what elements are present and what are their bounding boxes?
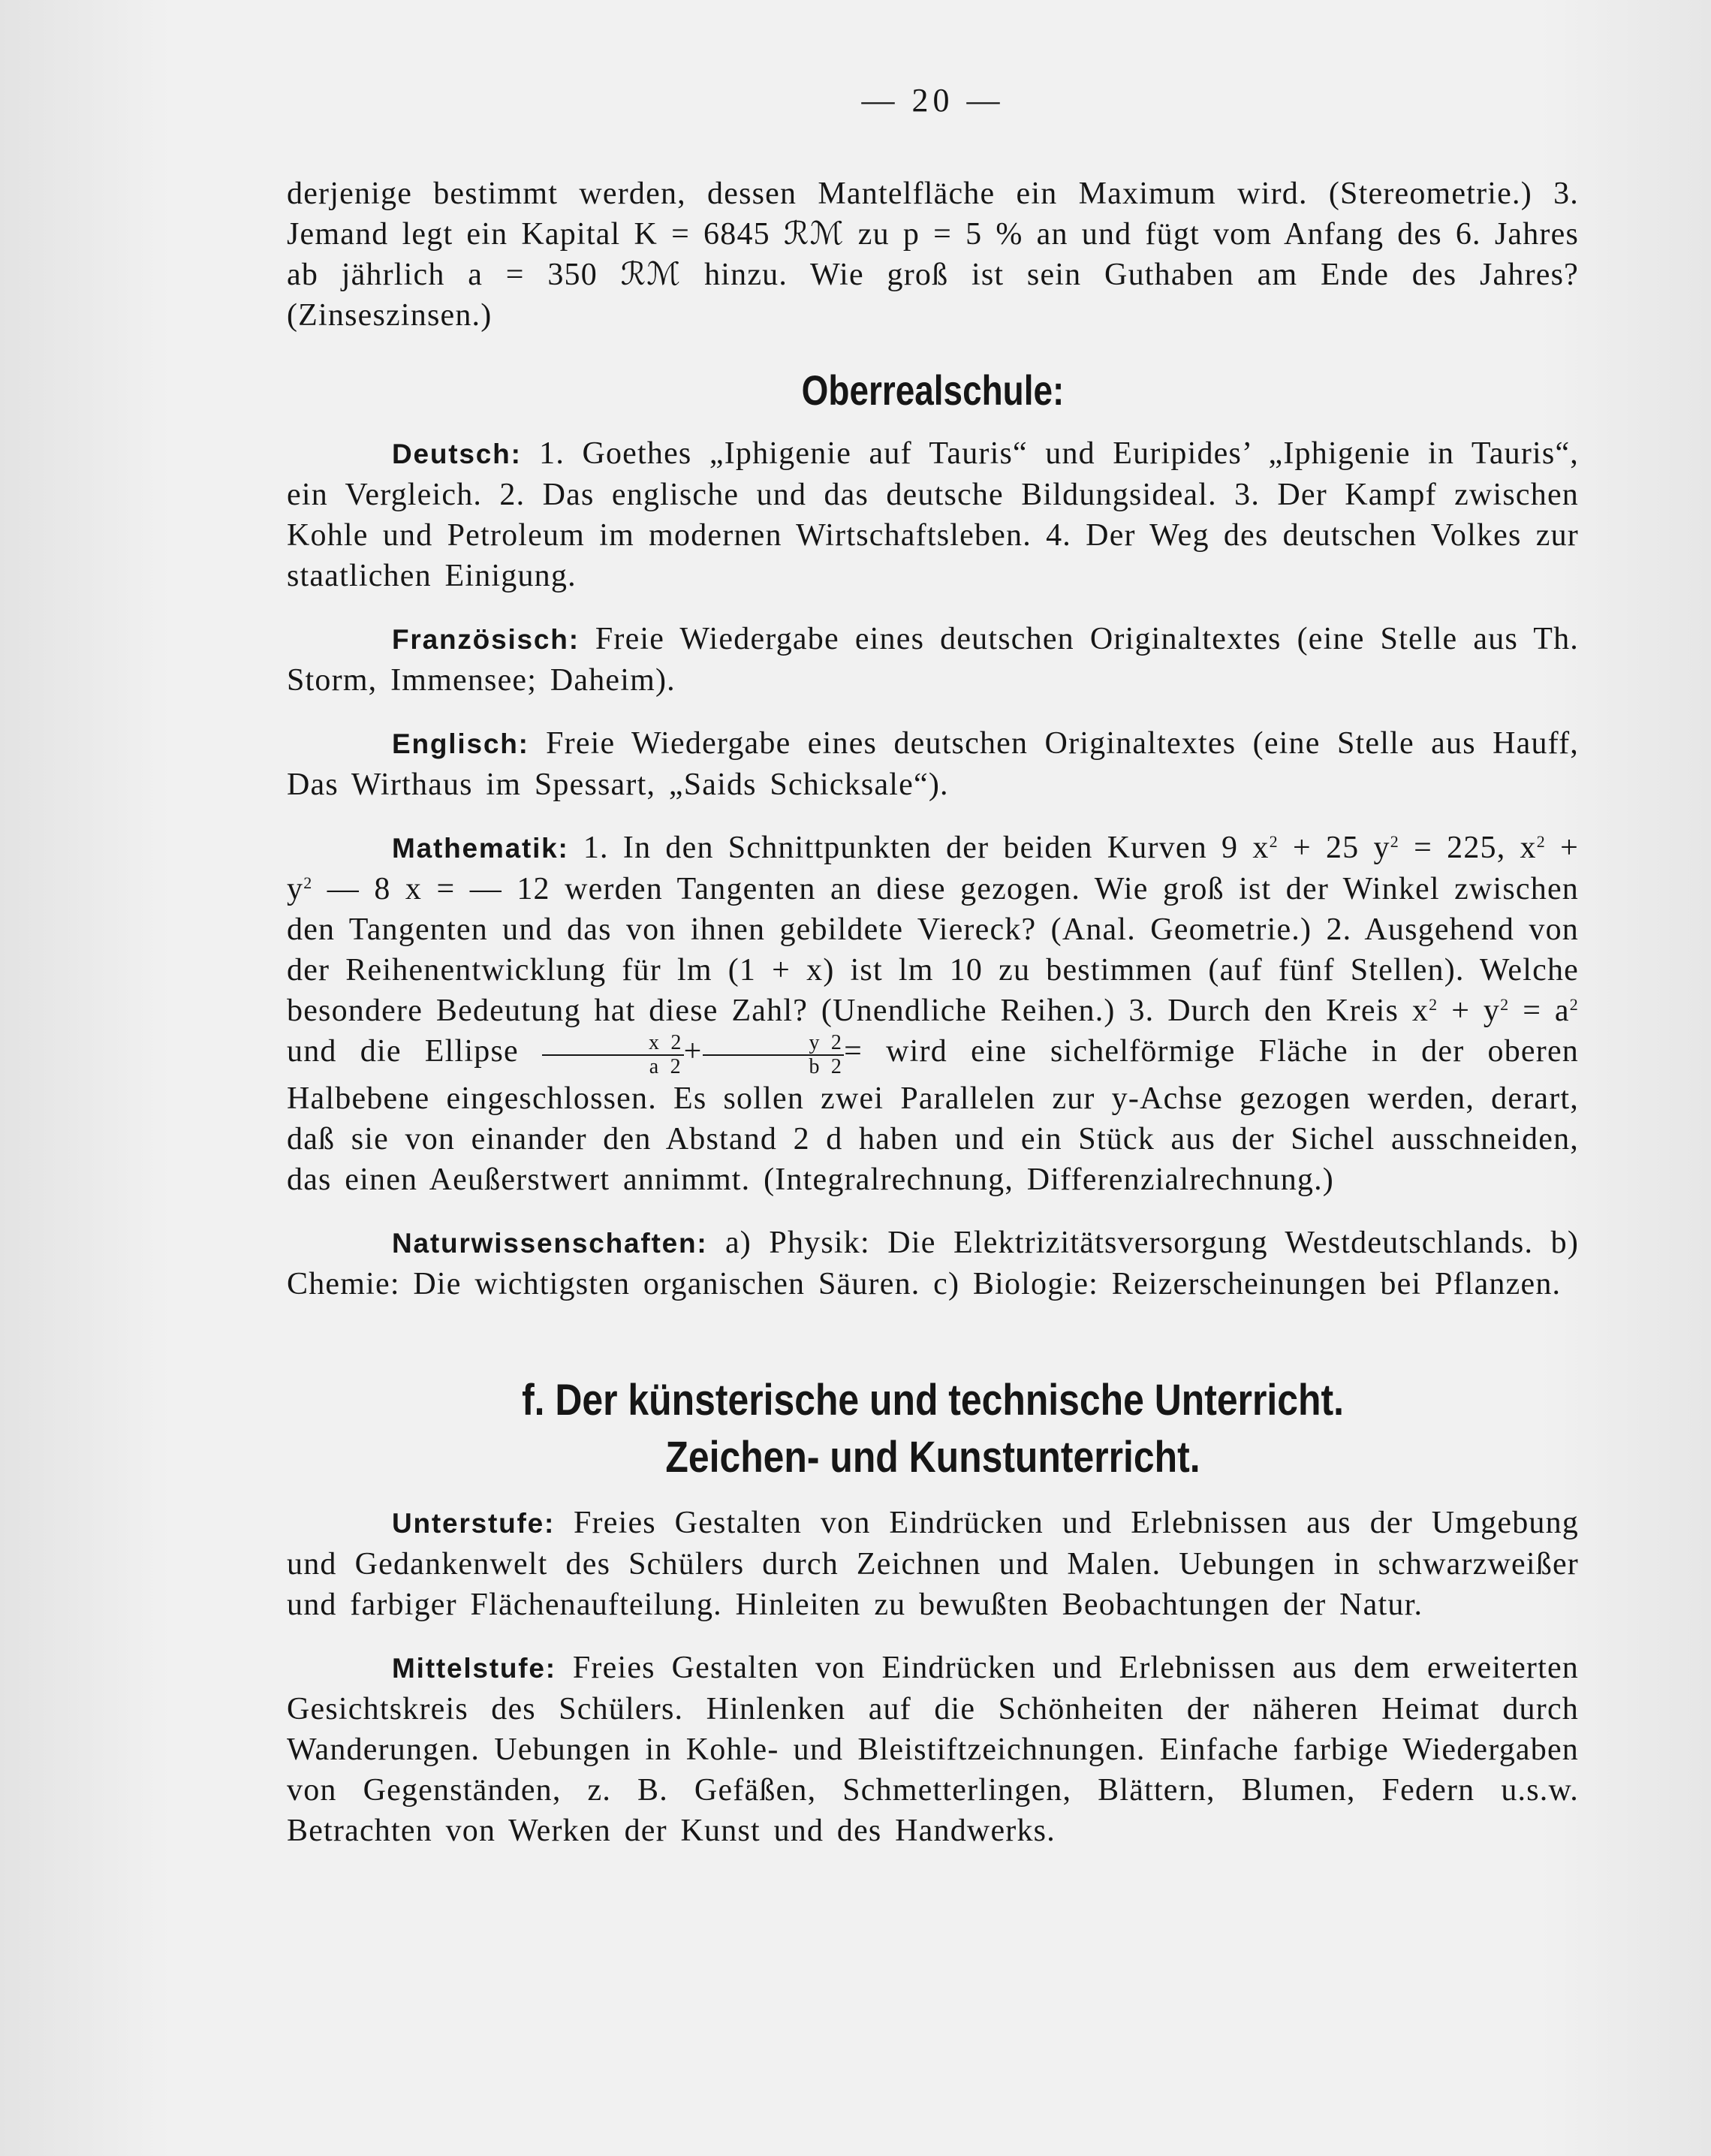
englisch-paragraph (287, 723, 1579, 805)
mittelstufe-paragraph (287, 1648, 1579, 1851)
mathematik-paragraph (287, 828, 1579, 1200)
mathematik-label: Mathematik: (392, 833, 569, 864)
math-text-9: wird eine sichelförmige Fläche in der oberen Halbebene eingeschlossen. Es sollen zwei Parallelen zur y-Achse gezogen werden, derart, daß sie von einander den Abstand 2 d haben und ein Stück aus der Sichel ausschneiden, das einen Aeußerstwert annimmt. (Integralrechnung, Differenzialrechnung.) (287, 1034, 1579, 1197)
franzoesisch-paragraph (287, 619, 1579, 701)
ellipse-equals: = (844, 1034, 863, 1069)
franzoesisch-text: Freie Wiedergabe eines deutschen Originaltextes (eine Stelle aus Th. Storm, Immensee; Daheim). (287, 622, 1579, 698)
math-exp-4: 2 (303, 873, 313, 892)
math-exp-1: 2 (1269, 832, 1279, 851)
section-f-heading: f. Der künsterische und technische Unterricht. (522, 1376, 1344, 1425)
ellipse-fraction-y (703, 1032, 845, 1078)
ellipse-fraction-x (542, 1032, 684, 1078)
intro-paragraph (287, 173, 1579, 336)
math-exp-7: 2 (1569, 995, 1579, 1014)
frac-x-denominator: a 2 (649, 1055, 682, 1078)
naturwissenschaften-label: Naturwissenschaften: (392, 1228, 708, 1259)
mittelstufe-label: Mittelstufe: (392, 1653, 556, 1684)
math-text-1: 1. In den Schnittpunkten der beiden Kurven 9 x (583, 831, 1270, 865)
intro-line-2: 3. Jemand legt ein Kapital K = 6845 ℛℳ zu p = 5 % an und fügt vom Anfang des 6. Jahres ab jährlich a = 350 ℛℳ hinzu. Wie groß ist sein Guthaben am Ende des Jahres? (Zinseszinsen.) (287, 176, 1579, 333)
englisch-text: Freie Wiedergabe eines deutschen Originaltextes (eine Stelle aus Hauff, Das Wirthaus im Spessart, „Saids Schicksale“). (287, 726, 1580, 802)
frac-y-numerator: y 2 (703, 1032, 845, 1056)
ellipse-plus: + (683, 1034, 703, 1069)
math-text-6: + y (1438, 994, 1501, 1028)
math-text-4: + y (287, 831, 1580, 906)
naturwissenschaften-paragraph (287, 1223, 1579, 1304)
math-exp-3: 2 (1536, 832, 1546, 851)
section-f-subheading: Zeichen- und Kunstunterricht. (665, 1433, 1200, 1482)
math-exp-6: 2 (1500, 995, 1510, 1014)
math-text-8: und die Ellipse (287, 1034, 542, 1069)
oberrealschule-heading: Oberrealschule: (801, 366, 1065, 414)
frac-y-denominator: b 2 (809, 1055, 843, 1078)
naturwissenschaften-text: a) Physik: Die Elektrizitätsversorgung Westdeutschlands. b) Chemie: Die wichtigsten organischen Säuren. c) Biologie: Reizerscheinungen bei Pflanzen. (287, 1226, 1579, 1301)
page-number: — 20 — (861, 82, 1005, 119)
unterstufe-paragraph (287, 1503, 1579, 1625)
franzoesisch-label: Französisch: (392, 624, 580, 655)
math-text-5: — 8 x = — 12 werden Tangenten an diese gezogen. Wie groß ist der Winkel zwischen den Tangenten und das von ihnen gebildete Viereck? (Anal. Geometrie.) 2. Ausgehend von der Reihenentwicklung für lm (1 + x) ist lm 10 zu bestimmen (auf fünf Stellen). Welche besondere Bedeutung hat diese Zahl? (Unendliche Reihen.) 3. Durch den Kreis x (287, 872, 1579, 1028)
frac-x-numerator: x 2 (542, 1032, 684, 1056)
deutsch-paragraph (287, 433, 1579, 596)
englisch-label: Englisch: (392, 728, 529, 759)
math-text-7: = a (1509, 994, 1570, 1028)
intro-line-1: derjenige bestimmt werden, dessen Mantelfläche ein Maximum wird. (Stereometrie.) (287, 176, 1532, 211)
mittelstufe-text: Freies Gestalten von Eindrücken und Erlebnissen aus dem erweiterten Gesichtskreis des Schülers. Hinlenken auf die Schönheiten der näheren Heimat durch Wanderungen. Uebungen in Kohle- und Bleistiftzeichnungen. Einfache farbige Wiedergaben von Gegenständen, z. B. Gefäßen, Schmetterlingen, Blättern, Blumen, Federn u.s.w. Betrachten von Werken der Kunst und des Handwerks. (287, 1651, 1580, 1848)
deutsch-label: Deutsch: (392, 439, 522, 469)
math-exp-5: 2 (1429, 995, 1438, 1014)
unterstufe-label: Unterstufe: (392, 1508, 556, 1539)
deutsch-text: 1. Goethes „Iphigenie auf Tauris“ und Euripides’ „Iphigenie in Tauris“, ein Vergleich. 2. Das englische und das deutsche Bildungsideal. 3. Der Kampf zwischen Kohle und Petroleum im modernen Wirtschaftsleben. 4. Der Weg des deutschen Volkes zur staatlichen Einigung. (287, 436, 1580, 593)
math-text-2: + 25 y (1278, 831, 1390, 865)
math-text-3: = 225, x (1399, 831, 1537, 865)
unterstufe-text: Freies Gestalten von Eindrücken und Erlebnissen aus der Umgebung und Gedankenwelt des Schülers durch Zeichnen und Malen. Uebungen in schwarzweißer und farbiger Flächenaufteilung. Hinleiten zu bewußten Beobachtungen der Natur. (287, 1506, 1580, 1622)
math-exp-2: 2 (1390, 832, 1399, 851)
